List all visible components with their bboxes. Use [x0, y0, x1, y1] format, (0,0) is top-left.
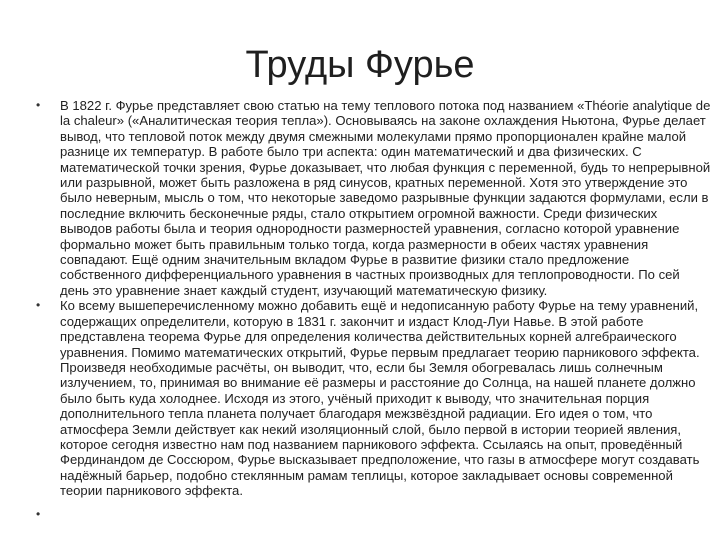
paragraph-text: Ко всему вышеперечисленному можно добавить ещё и недописанную работу Фурье на тему уравнений, содержащих определители, которую в 1831 г. закончит и издаст Клод-Луи Навье. В этой работе представлена теорема Фурье для определения количества действительных корней алгебраического уравнения. Помимо математических открытий, Фурье первым предлагает теорию парникового эффекта. Произведя необходимые расчёты, он выводит, что, если бы Земля обогревалась лишь солнечным излучением, то, принимая во внимание её размеры и расстояние до Солнца, на нашей планете должно было быть куда холоднее. Исходя из этого, учёный приходит к выводу, что значительная порция дополнительного тепла планета получает благодаря межзвёздной радиации. Его идея о том, что атмосфера Земли действует как некий изоляционный слой, было первой в истории теорией явления, которое сегодня известно нам под названием парникового эффекта. Ссылаясь на опыт, проведённый Фердинандом де Соссюром, Фурье высказывает предположение, что газы в атмосфере могут создавать надёжный барьер, подобно стеклянным рамам теплицы, которое закладывает основы современной теории парникового эффекта. — [60, 298, 700, 499]
bullet-icon: • — [36, 506, 41, 521]
paragraph-greenhouse-effect — [36, 298, 712, 498]
bullet-list — [36, 98, 712, 522]
bullet-icon: • — [36, 298, 41, 313]
empty-bullet-item — [36, 507, 712, 522]
bullet-icon: • — [36, 98, 41, 112]
paragraph-text: В 1822 г. Фурье представляет свою статью на тему теплового потока под названием «Théorie analytique de la chaleur» («Аналитическая теория тепла»). Основываясь на законе охлаждения Ньютона, Фурье делает вывод, что тепловой поток между двумя смежными молекулами прямо пропорционален крайне малой разнице их температур. В работе было три аспекта: один математический и два физических. С математической точки зрения, Фурье доказывает, что любая функция с переменной, будь то непрерывной или разрывной, может быть разложена в ряд синусов, кратных переменной. Хотя это утверждение это было неверным, мысль о том, что некоторые заведомо разрывные функции задаются формулами, если в последние включить бесконечные ряды, стало открытием огромной важности. Среди физических выводов работы была и теория однородности размерностей уравнения, согласно которой уравнение формально может быть правильным только тогда, когда размерности в обеих частях уравнения совпадают. Ещё одним значительным вкладом Фурье в развитие физики стало предложение собственного дифференциального уравнения в частных производных для теплопроводности. По сей день это уравнение знает каждый студент, изучающий математическую физику. — [60, 98, 711, 298]
paragraph-1822-heat-theory — [36, 98, 712, 298]
slide-title: Труды Фурье — [245, 44, 475, 86]
